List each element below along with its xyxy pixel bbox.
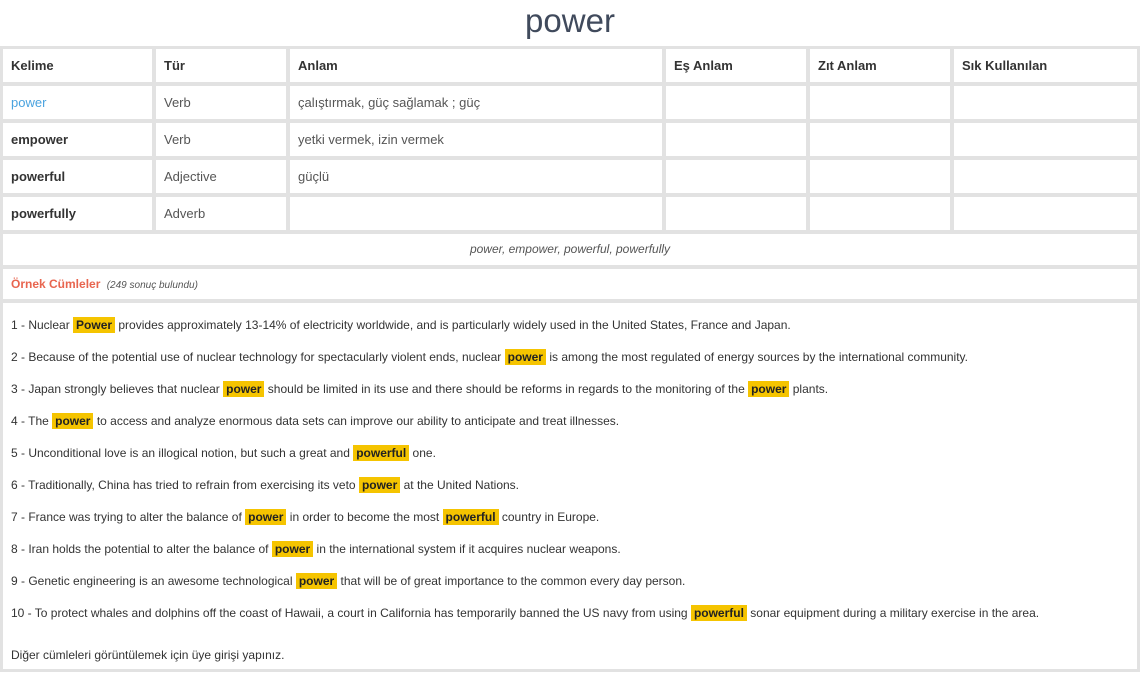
highlighted-keyword: power bbox=[359, 477, 400, 493]
table-row bbox=[3, 123, 1137, 156]
page-title: power bbox=[525, 2, 615, 39]
example-sentence bbox=[11, 501, 1129, 533]
word-antonym bbox=[810, 160, 950, 193]
examples-label: Örnek Cümleler bbox=[11, 277, 101, 291]
word-meaning bbox=[290, 197, 662, 230]
col-header-antonym: Zıt Anlam bbox=[810, 49, 950, 82]
sentence-text: should be limited in its use and there should be reforms in regards to the monitoring of the bbox=[264, 382, 749, 396]
highlighted-keyword: powerful bbox=[353, 445, 409, 461]
example-sentence bbox=[11, 597, 1129, 629]
highlighted-keyword: power bbox=[296, 573, 337, 589]
highlighted-keyword: power bbox=[272, 541, 313, 557]
sentence-list bbox=[11, 309, 1129, 629]
dictionary-panel bbox=[0, 46, 1140, 672]
word-synonym bbox=[666, 86, 806, 119]
highlighted-keyword: powerful bbox=[691, 605, 747, 621]
sentence-text: is among the most regulated of energy sources by the international community. bbox=[545, 350, 968, 364]
examples-count: (249 sonuç bulundu) bbox=[106, 280, 198, 291]
sentence-text: to access and analyze enormous data sets can improve our ability to anticipate and treat illnesses. bbox=[93, 414, 620, 428]
word-type: Adjective bbox=[156, 160, 286, 193]
word-meaning: güçlü bbox=[290, 160, 662, 193]
sentence-text: provides approximately 13-14% of electricity worldwide, and is particularly widely used in the United States, France and Japan. bbox=[115, 318, 791, 332]
sentence-text: 3 - Japan strongly believes that nuclear bbox=[11, 382, 224, 396]
sentence-text: country in Europe. bbox=[498, 510, 600, 524]
sentence-text: plants. bbox=[789, 382, 829, 396]
sentence-text: in the international system if it acquires nuclear weapons. bbox=[313, 542, 621, 556]
example-sentence bbox=[11, 309, 1129, 341]
word-frequent bbox=[954, 160, 1137, 193]
word-link[interactable]: powerfully bbox=[3, 197, 152, 230]
sentence-text: 7 - France was trying to alter the balance of bbox=[11, 510, 246, 524]
example-sentences bbox=[3, 303, 1137, 669]
word-type: Verb bbox=[156, 123, 286, 156]
table-header-row bbox=[3, 49, 1137, 82]
word-frequent bbox=[954, 86, 1137, 119]
word-link[interactable]: empower bbox=[3, 123, 152, 156]
word-frequent bbox=[954, 123, 1137, 156]
word-link[interactable]: power bbox=[3, 86, 152, 119]
word-type: Adverb bbox=[156, 197, 286, 230]
word-synonym bbox=[666, 123, 806, 156]
example-sentence bbox=[11, 437, 1129, 469]
highlighted-keyword: power bbox=[52, 413, 93, 429]
highlighted-keyword: power bbox=[505, 349, 546, 365]
word-synonym bbox=[666, 160, 806, 193]
sentence-text: 9 - Genetic engineering is an awesome technological bbox=[11, 574, 296, 588]
sentence-text: at the United Nations. bbox=[400, 478, 520, 492]
word-antonym bbox=[810, 197, 950, 230]
table-row bbox=[3, 86, 1137, 119]
col-header-frequent: Sık Kullanılan bbox=[954, 49, 1137, 82]
example-sentence bbox=[11, 405, 1129, 437]
word-type: Verb bbox=[156, 86, 286, 119]
examples-header bbox=[3, 269, 1137, 299]
sentence-text: sonar equipment during a military exercise in the area. bbox=[746, 606, 1040, 620]
table-row bbox=[3, 197, 1137, 230]
example-sentence bbox=[11, 469, 1129, 501]
col-header-meaning: Anlam bbox=[290, 49, 662, 82]
col-header-synonym: Eş Anlam bbox=[666, 49, 806, 82]
sentence-text: 4 - The bbox=[11, 414, 53, 428]
sentence-text: 1 - Nuclear bbox=[11, 318, 74, 332]
sentence-text: 2 - Because of the potential use of nuclear technology for spectacularly violent ends, nuclear bbox=[11, 350, 505, 364]
example-sentence bbox=[11, 373, 1129, 405]
sentence-text: one. bbox=[409, 446, 436, 460]
word-meaning: çalıştırmak, güç sağlamak ; güç bbox=[290, 86, 662, 119]
word-link[interactable]: powerful bbox=[3, 160, 152, 193]
word-table bbox=[0, 45, 1140, 234]
highlighted-keyword: power bbox=[223, 381, 264, 397]
sentence-text: 8 - Iran holds the potential to alter the balance of bbox=[11, 542, 272, 556]
highlighted-keyword: Power bbox=[73, 317, 115, 333]
example-sentence bbox=[11, 533, 1129, 565]
sentence-text: that will be of great importance to the common every day person. bbox=[337, 574, 686, 588]
word-family-summary: power, empower, powerful, powerfully bbox=[3, 234, 1137, 265]
sentence-text: 6 - Traditionally, China has tried to refrain from exercising its veto bbox=[11, 478, 359, 492]
sentence-text: in order to become the most bbox=[286, 510, 443, 524]
highlighted-keyword: power bbox=[748, 381, 789, 397]
example-sentence bbox=[11, 565, 1129, 597]
word-synonym bbox=[666, 197, 806, 230]
word-meaning: yetki vermek, izin vermek bbox=[290, 123, 662, 156]
highlighted-keyword: powerful bbox=[443, 509, 499, 525]
highlighted-keyword: power bbox=[245, 509, 286, 525]
word-antonym bbox=[810, 123, 950, 156]
example-sentence bbox=[11, 341, 1129, 373]
table-row bbox=[3, 160, 1137, 193]
sentence-text: 5 - Unconditional love is an illogical notion, but such a great and bbox=[11, 446, 354, 460]
col-header-type: Tür bbox=[156, 49, 286, 82]
word-frequent bbox=[954, 197, 1137, 230]
word-antonym bbox=[810, 86, 950, 119]
sentence-text: 10 - To protect whales and dolphins off the coast of Hawaii, a court in California has temporarily banned the US navy from using bbox=[11, 606, 691, 620]
login-note: Diğer cümleleri görüntülemek için üye girişi yapınız. bbox=[11, 648, 285, 662]
col-header-word: Kelime bbox=[3, 49, 152, 82]
